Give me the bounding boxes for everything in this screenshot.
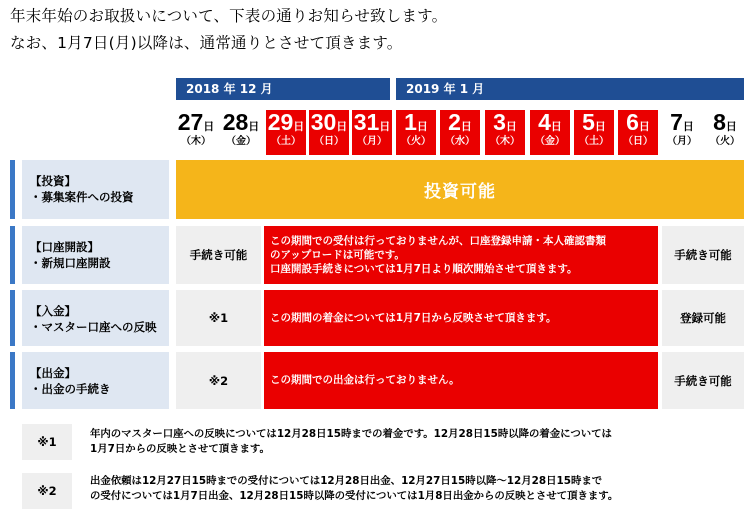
footnote-mark: ※2 (22, 473, 72, 509)
day-number: 30 (310, 109, 337, 135)
day-cell (574, 110, 614, 155)
day-suffix: 日 (725, 121, 737, 133)
day-number: 7 (670, 109, 683, 135)
day-number: 4 (538, 109, 551, 135)
day-cell (618, 110, 658, 155)
day-weekday: （月） (357, 136, 387, 147)
day-weekday: （土） (579, 136, 609, 147)
day-cell (352, 110, 392, 155)
day-number: 8 (713, 109, 726, 135)
day-suffix: 日 (505, 121, 517, 133)
row-accent-bar (10, 226, 15, 284)
day-suffix: 日 (638, 121, 650, 133)
day-weekday: （土） (271, 136, 301, 147)
day-number: 29 (267, 109, 294, 135)
footnote-line: 出金依頼は12月27日15時までの受付については12月28日出金、12月27日15時以降～12月28日15時まで (90, 475, 603, 487)
day-number: 5 (582, 109, 595, 135)
deposit-closed-note: この期間の着金については1月7日から反映させて頂きます。 (264, 290, 658, 346)
day-cell (396, 110, 436, 155)
row-label-title: 【出金】 (30, 366, 76, 380)
footnote-line: 年内のマスター口座への反映については12月28日15時までの着金です。12月28日15時以降の着金については (90, 428, 612, 440)
day-weekday: （金） (226, 136, 256, 147)
day-suffix: 日 (682, 121, 694, 133)
day-cell (530, 110, 570, 155)
month-header-2019-01: 2019 年 1 月 (396, 78, 744, 100)
row-label-sub: ・新規口座開設 (30, 256, 111, 270)
account-note-line: 口座開設手続きについては1月7日より順次開始させて頂きます。 (270, 263, 578, 275)
footnote-mark: ※1 (22, 424, 72, 460)
intro-line-2: なお、1月7日(月)以降は、通常通りとさせて頂きます。 (10, 34, 403, 52)
deposit-after-status: 登録可能 (662, 290, 744, 346)
footnote-line: の受付については1月7日出金、12月28日15時以降の受付については1月8日出金からの反映とさせて頂きます。 (90, 490, 619, 502)
day-cell (176, 110, 216, 155)
account-closed-note (264, 226, 658, 284)
day-cell (309, 110, 349, 155)
day-weekday: （火） (710, 136, 740, 147)
day-weekday: （日） (623, 136, 653, 147)
day-cell (485, 110, 525, 155)
day-weekday: （木） (490, 136, 520, 147)
row-accent-bar (10, 160, 15, 219)
day-suffix: 日 (379, 121, 391, 133)
row-label-invest (22, 160, 169, 219)
row-label-sub: ・マスター口座への反映 (30, 320, 157, 334)
row-accent-bar (10, 290, 15, 346)
row-label-sub: ・出金の手続き (30, 382, 111, 396)
withdraw-closed-note: この期間での出金は行っておりません。 (264, 352, 658, 409)
day-weekday: （金） (535, 136, 565, 147)
invest-status-banner: 投資可能 (176, 160, 744, 219)
day-suffix: 日 (293, 121, 305, 133)
row-label-title: 【口座開設】 (30, 240, 99, 254)
day-number: 31 (353, 109, 380, 135)
day-weekday: （月） (667, 136, 697, 147)
withdraw-before-status: ※2 (176, 352, 261, 409)
day-suffix: 日 (594, 121, 606, 133)
row-label-title: 【入金】 (30, 304, 76, 318)
row-label-title: 【投資】 (30, 174, 76, 188)
day-number: 6 (626, 109, 639, 135)
account-note-line: のアップロードは可能です。 (270, 249, 405, 261)
day-number: 27 (177, 109, 204, 135)
day-suffix: 日 (460, 121, 472, 133)
day-cell (221, 110, 261, 155)
account-note-line: この期間での受付は行っておりませんが、口座登録申請・本人確認書類 (270, 235, 606, 247)
row-label-deposit (22, 290, 169, 346)
day-suffix: 日 (248, 121, 260, 133)
day-number: 1 (404, 109, 417, 135)
day-suffix: 日 (550, 121, 562, 133)
row-accent-bar (10, 352, 15, 409)
day-number: 3 (493, 109, 506, 135)
row-label-withdraw (22, 352, 169, 409)
day-suffix: 日 (203, 121, 215, 133)
footnote-text-1 (90, 427, 612, 457)
day-cell (440, 110, 480, 155)
day-cell (266, 110, 306, 155)
footnote-line: 1月7日からの反映とさせて頂きます。 (90, 443, 270, 455)
row-label-account (22, 226, 169, 284)
day-number: 2 (448, 109, 461, 135)
day-cell (705, 110, 745, 155)
month-header-2018-12: 2018 年 12 月 (176, 78, 390, 100)
day-suffix: 日 (416, 121, 428, 133)
account-before-status: 手続き可能 (176, 226, 261, 284)
day-weekday: （日） (314, 136, 344, 147)
deposit-before-status: ※1 (176, 290, 261, 346)
day-cell (663, 110, 701, 155)
day-number: 28 (222, 109, 249, 135)
day-suffix: 日 (336, 121, 348, 133)
day-weekday: （水） (445, 136, 475, 147)
day-weekday: （火） (401, 136, 431, 147)
row-label-sub: ・募集案件への投資 (30, 190, 134, 204)
account-after-status: 手続き可能 (662, 226, 744, 284)
footnote-text-2 (90, 474, 618, 504)
intro-line-1: 年末年始のお取扱いについて、下表の通りお知らせ致します。 (10, 7, 448, 25)
day-weekday: （木） (181, 136, 211, 147)
withdraw-after-status: 手続き可能 (662, 352, 744, 409)
